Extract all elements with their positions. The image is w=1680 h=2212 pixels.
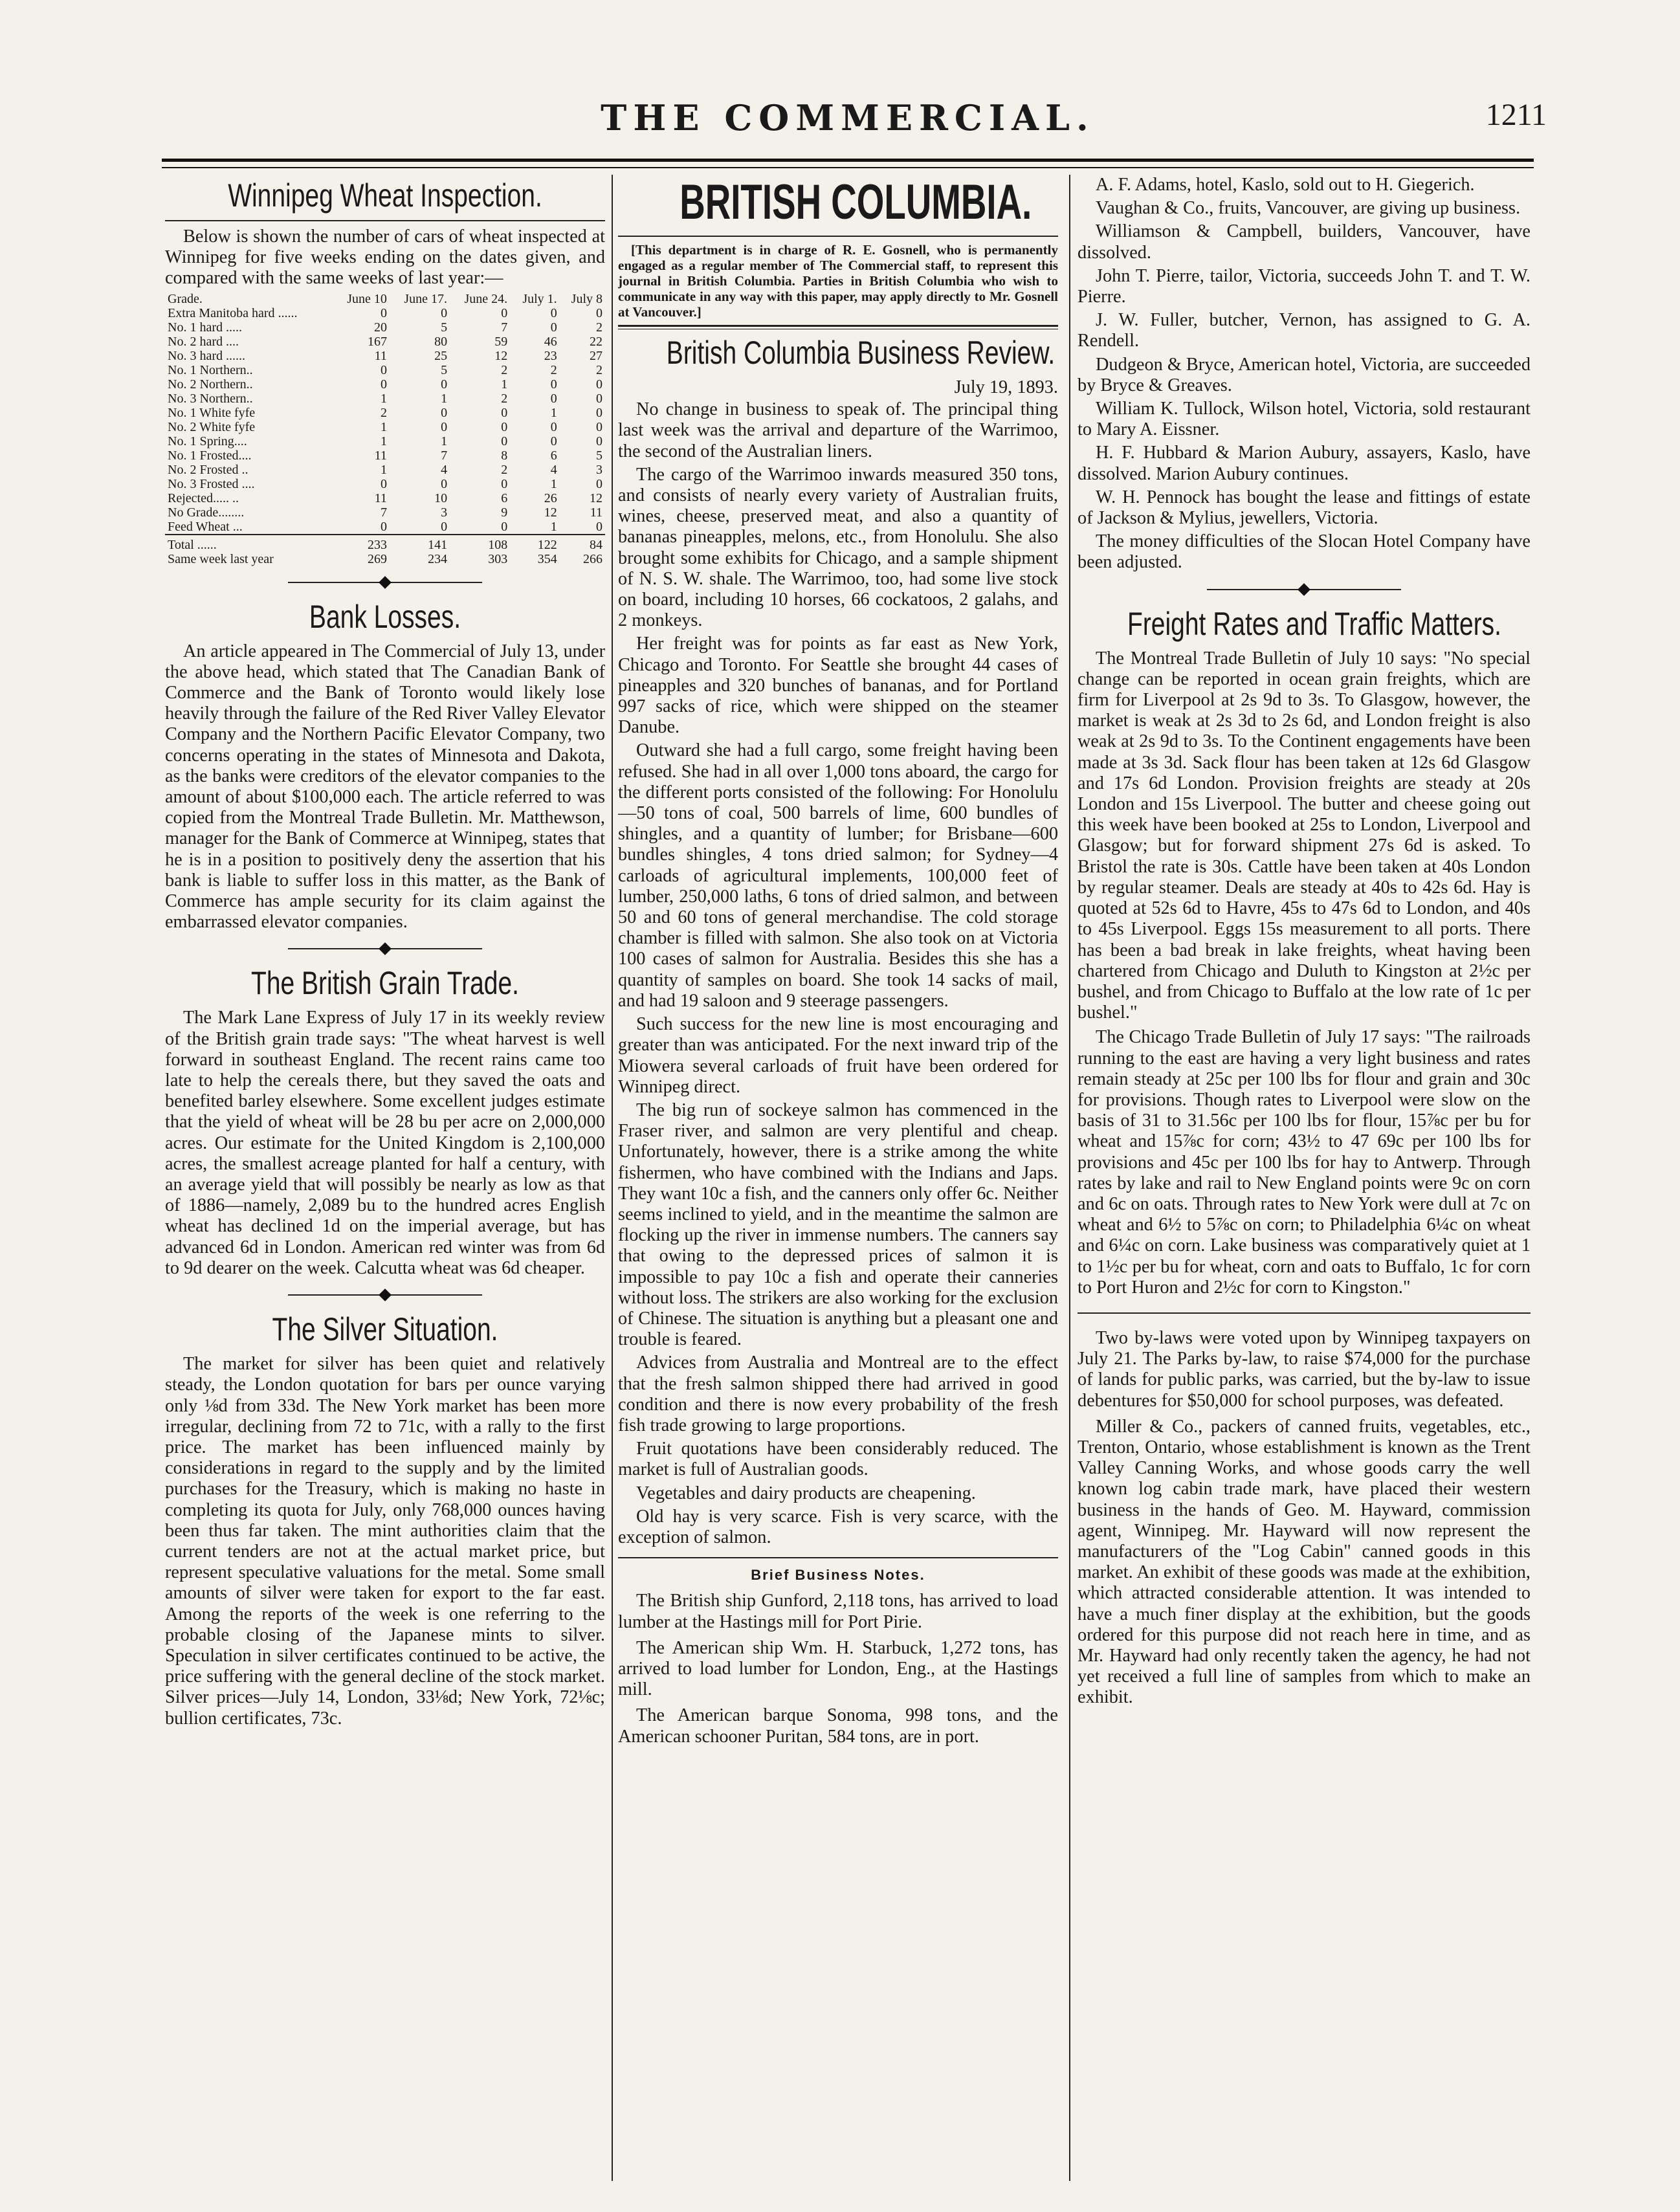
business-item: Williamson & Campbell, builders, Vancouver, have dissolved. — [1078, 221, 1531, 263]
wheat-cell: 0 — [380, 476, 387, 491]
wheat-column-header: July 8 — [571, 291, 602, 306]
wheat-row — [165, 477, 605, 491]
wheat-cell: 7 — [501, 320, 508, 335]
wheat-cell: 5 — [596, 448, 602, 463]
wheat-cell: 1 — [380, 462, 387, 477]
news-paragraph: Miller & Co., packers of canned fruits, vegetables, etc., Trenton, Ontario, whose establishment is known as the Trent Valley Canning Works, and whose goods carry the well known log cabin trade mark, have placed their western business in the hands of Geo. M. Hayward, commission agent, Winnipeg. Mr. Hayward will now represent the manufacturers of the "Log Cabin" canned goods in this market. An exhibit of these goods was made at the exhibition, which attracted considerable attention. It was intended to have a much finer display at the exhibition, but the goods ordered for this purpose did not reach here in time, and as Mr. Hayward had only recently taken the agency, he had not yet received a full line of samples from which to make an exhibit. — [1078, 1416, 1531, 1708]
wheat-cell: 0 — [380, 362, 387, 377]
wheat-cell: 2 — [596, 320, 602, 335]
wheat-cell: 9 — [501, 505, 508, 520]
wheat-cell: 303 — [488, 551, 508, 566]
wheat-cell: 46 — [544, 334, 557, 349]
wheat-cell: 1 — [550, 476, 557, 491]
wheat-cell: 0 — [441, 419, 448, 434]
wheat-cell: No. 2 hard .... — [168, 334, 239, 349]
wheat-row — [165, 377, 605, 392]
bc-review-heading: British Columbia Business Review. — [666, 335, 1056, 371]
business-note: The American barque Sonoma, 998 tons, and the American schooner Puritan, 584 tons, are in port. — [618, 1705, 1058, 1747]
column-divider — [612, 175, 613, 2181]
wheat-cell: 80 — [434, 334, 448, 349]
wheat-cell: 233 — [333, 535, 390, 552]
section-ornament — [288, 1288, 482, 1302]
wheat-cell: 59 — [494, 334, 508, 349]
brief-notes-heading: Brief Business Notes. — [751, 1567, 925, 1584]
news-paragraph: Two by-laws were voted upon by Winnipeg taxpayers on July 21. The Parks by-law, to raise $74,000 for the purchase of lands for public parks, was carried, but the by-law to issue debentures for $50,000 for school purposes, was defeated. — [1078, 1327, 1531, 1411]
wheat-column-header: June 24. — [464, 291, 508, 306]
masthead — [149, 97, 1547, 149]
wheat-cell: 26 — [544, 491, 557, 505]
column-divider — [1069, 175, 1070, 2181]
wheat-cell: 0 — [441, 476, 448, 491]
wheat-cell: 7 — [441, 448, 448, 463]
wheat-cell: 12 — [544, 505, 557, 520]
wheat-cell: 4 — [441, 462, 448, 477]
wheat-cell: 0 — [550, 434, 557, 448]
wheat-cell: No. 3 Frosted .... — [168, 476, 255, 491]
section-ornament — [288, 575, 482, 590]
divider — [1078, 1312, 1531, 1314]
wheat-cell: No. 2 White fyfe — [168, 419, 256, 434]
wheat-row — [165, 320, 605, 335]
wheat-cell: 2 — [501, 391, 508, 406]
column-2 — [618, 175, 1058, 2187]
wheat-cell: 0 — [501, 419, 508, 434]
article-paragraph: Vegetables and dairy products are cheapening. — [636, 1483, 976, 1503]
article-paragraph: Her freight was for points as far east as New York, Chicago and Toronto. For Seattle she brought 44 cases of pineapples and 320 bunches of bananas, and for Portland 997 sacks of rice, which were shipped on the steamer Danube. — [618, 634, 1058, 738]
wheat-cell: No. 3 hard ...... — [168, 348, 245, 363]
business-item: John T. Pierre, tailor, Victoria, succeeds John T. and T. W. Pierre. — [1078, 265, 1531, 307]
newspaper-title: THE COMMERCIAL. — [601, 97, 1095, 138]
wheat-cell: 0 — [596, 305, 602, 320]
wheat-cell: 0 — [550, 305, 557, 320]
grain-body: The Mark Lane Express of July 17 in its weekly review of the British grain trade says: "The wheat harvest is well forward in southeast England. The recent rains came too late to help the cereals there, but they saved the oats and benefited barley elsewhere. Some excellent judges estimate that the yield of wheat will be 28 bu per acre on 2,000,000 acres. Our estimate for the United Kingdom is 2,100,000 acres, the smallest acreage planted for half a century, with an average yield that will possibly be nearly as low as that of 1886—namely, 2,089 bu to the hundred acres English wheat has declined 1d on the imperial average, but has advanced 6d in London. American red winter was from 6d to 9d dearer on the week. Calcutta wheat was 6d cheaper. — [165, 1008, 605, 1278]
wheat-cell: No. 1 hard ..... — [168, 320, 242, 335]
wheat-row — [165, 434, 605, 448]
wheat-cell: 1 — [550, 519, 557, 534]
wheat-cell: 11 — [374, 448, 387, 463]
dateline: July 19, 1893. — [954, 377, 1058, 397]
business-item: J. W. Fuller, butcher, Vernon, has assigned to G. A. Rendell. — [1078, 310, 1531, 351]
wheat-cell: 6 — [550, 448, 557, 463]
wheat-cell: 0 — [550, 419, 557, 434]
wheat-row — [165, 448, 605, 463]
silver-body: The market for silver has been quiet and relatively steady, the London quotation for bars per ounce varying only ⅛d from 33d. The New York market has been more irregular, declining from 72 to 71c, with a rally to the first price. The market has been influenced mainly by considerations in regard to the supply and by the limited purchases for the Treasury, which is making no haste in completing its quota for July, only 768,000 ounces having been thus far taken. The mint authorities claim that the current tenders are not at the actual market price, but represent speculative valuations for the metal. Some small amounts of silver were taken for export to the far east. Among the reports of the week is one referring to the probable closing of the Japanese mints to silver. Speculation in silver certificates continued to be active, the price suffering with the general decline of the stock market. Silver prices—July 14, London, 33⅛d; New York, 72⅛c; bullion certificates, 73c. — [165, 1354, 605, 1729]
wheat-cell: 2 — [596, 362, 602, 377]
wheat-cell: 23 — [544, 348, 557, 363]
wheat-cell: 0 — [550, 391, 557, 406]
wheat-cell: Total ...... — [165, 535, 333, 552]
divider — [618, 1557, 1058, 1558]
wheat-row — [165, 552, 605, 566]
freight-paragraph: The Chicago Trade Bulletin of July 17 says: "The railroads running to the east are having a very light business and rates remain steady at 25c per 100 lbs for flour and grain and 30c for provisions. Though rates to Liverpool were slow on the basis of 31 to 31.56c per 100 lbs for flour, 15⅞c per bu for wheat and 15⅞c for corn; 43½ to 47 69c per 100 lbs for provisions and 45c per 100 lbs for hay to Antwerp. Through rates by lake and rail to New England points were 9c on corn and 6c on oats. Through rates to New York were dull at 7c on wheat and 6½ to 5⅞c on corn; to Philadelphia 6¼c on wheat and 6¼c on corn. Lake business was comparatively quiet at 1 to 1½c per bu for wheat, corn and oats to Buffalo, 1c for corn to Port Huron and 2½c for corn to Kingston." — [1078, 1027, 1531, 1298]
business-item: H. F. Hubbard & Marion Aubury, assayers, Kaslo, have dissolved. Marion Aubury continues. — [1078, 443, 1531, 484]
wheat-cell: 0 — [596, 434, 602, 448]
bank-body: An article appeared in The Commercial of July 13, under the above head, which stated that The Canadian Bank of Commerce and the Bank of Toronto would likely lose heavily through the failure of the Red River Valley Elevator Company and the Northern Pacific Elevator Company, two concerns operating in the states of Minnesota and Dakota, as the banks were creditors of the elevator companies to the amount of about $100,000 each. The article referred to was copied from the Montreal Trade Bulletin. Mr. Matthewson, manager for the Bank of Commerce at Winnipeg, states that he is in a position to positively deny the assertion that his bank is liable to suffer loss in this matter, as the Bank of Commerce has ample security for its claim against the embarrassed elevator companies. — [165, 641, 605, 933]
business-note: The British ship Gunford, 2,118 tons, has arrived to load lumber at the Hastings mill for Port Pirie. — [618, 1591, 1058, 1632]
article-paragraph: Old hay is very scarce. Fish is very scarce, with the exception of salmon. — [618, 1506, 1058, 1547]
article-paragraph: No change in business to speak of. The principal thing last week was the arrival and departure of the Warrimoo, the second of the Australian liners. — [618, 399, 1058, 461]
wheat-cell: 167 — [367, 334, 387, 349]
column-1 — [165, 175, 605, 2187]
wheat-cell: 11 — [374, 348, 387, 363]
wheat-cell: 0 — [380, 305, 387, 320]
wheat-cell: 27 — [590, 348, 602, 363]
wheat-cell: 0 — [596, 419, 602, 434]
article-paragraph: Such success for the new line is most encouraging and greater than was anticipated. For the next inward trip of the Miowera several carloads of fruit have been ordered for Winnipeg direct. — [618, 1014, 1058, 1097]
wheat-cell: 1 — [501, 377, 508, 392]
section-ornament — [288, 942, 482, 956]
wheat-cell: No. 1 White fyfe — [168, 405, 256, 420]
wheat-row — [165, 535, 605, 552]
wheat-cell: 22 — [590, 334, 602, 349]
wheat-cell: 108 — [450, 535, 510, 552]
wheat-cell: 8 — [501, 448, 508, 463]
wheat-column-header: July 1. — [522, 291, 557, 306]
wheat-row — [165, 335, 605, 349]
wheat-cell: No. 2 Northern.. — [168, 377, 253, 392]
masthead-rule — [162, 159, 1534, 168]
wheat-cell: 0 — [441, 405, 448, 420]
wheat-cell: 122 — [510, 535, 560, 552]
wheat-intro: Below is shown the number of cars of wheat inspected at Winnipeg for five weeks ending on the dates given, and compared with the same weeks of last year:— — [165, 227, 605, 289]
article-paragraph: The big run of sockeye salmon has commenced in the Fraser river, and salmon are very plentiful and cheap. Unfortunately, however, there is a strike among the white fishermen, who have combined with the Indians and Japs. They want 10c a fish, and the canners only offer 6c. Neither seems inclined to yield, and in the meantime the salmon are flocking up the river in immense numbers. The canners say that owing to the depressed prices of salmon it is impossible to pay 10c a fish and operate their canneries without loss. The strikers are also working for the exclusion of Chinese. The situation is anything but a pleasant one and trouble is feared. — [618, 1100, 1058, 1350]
freight-heading: Freight Rates and Traffic Matters. — [1127, 605, 1502, 642]
wheat-cell: 0 — [441, 519, 448, 534]
wheat-cell: 0 — [441, 377, 448, 392]
wheat-row — [165, 363, 605, 377]
wheat-cell: 0 — [501, 519, 508, 534]
wheat-cell: Rejected..... .. — [168, 491, 239, 505]
divider — [165, 220, 605, 221]
wheat-row — [165, 420, 605, 434]
wheat-cell: 2 — [380, 405, 387, 420]
wheat-cell: No. 2 Frosted .. — [168, 462, 249, 477]
page-number: 1211 — [1485, 98, 1547, 132]
article-paragraph: Fruit quotations have been considerably reduced. The market is full of Australian goods. — [618, 1439, 1058, 1480]
article-paragraph: The cargo of the Warrimoo inwards measured 350 tons, and consists of nearly every variety of Australian fruits, wines, cheese, preserved meat, and also a quantity of bananas pineapples, melons, etc., from Honolulu. She also brought some exhibits for Chicago, and a sample shipment of N. S. W. shale. The Warrimoo, too, had some live stock on board, including 10 horses, 66 cockatoos, 2 galahs, and 2 monkeys. — [618, 464, 1058, 631]
wheat-cell: Feed Wheat ... — [168, 519, 243, 534]
wheat-cell: 3 — [596, 462, 602, 477]
wheat-cell: 6 — [501, 491, 508, 505]
wheat-row — [165, 491, 605, 505]
wheat-cell: Same week last year — [168, 551, 274, 566]
wheat-cell: 2 — [501, 462, 508, 477]
business-item: Vaughan & Co., fruits, Vancouver, are giving up business. — [1096, 198, 1521, 219]
wheat-cell: 25 — [434, 348, 448, 363]
wheat-cell: 10 — [434, 491, 448, 505]
wheat-heading: Winnipeg Wheat Inspection. — [228, 177, 542, 214]
wheat-cell: 0 — [550, 377, 557, 392]
wheat-cell: 266 — [583, 551, 602, 566]
wheat-cell: 0 — [380, 377, 387, 392]
wheat-cell: 1 — [550, 405, 557, 420]
wheat-cell: 20 — [373, 320, 387, 335]
wheat-cell: 0 — [501, 305, 508, 320]
wheat-cell: 1 — [380, 434, 387, 448]
wheat-cell: 2 — [501, 362, 508, 377]
business-item: The money difficulties of the Slocan Hotel Company have been adjusted. — [1078, 531, 1531, 573]
wheat-cell: 0 — [596, 391, 602, 406]
wheat-cell: 0 — [596, 405, 602, 420]
wheat-cell: 0 — [441, 305, 448, 320]
wheat-cell: 2 — [550, 362, 557, 377]
wheat-cell: 354 — [537, 551, 557, 566]
wheat-cell: 1 — [441, 391, 448, 406]
wheat-column-header: June 17. — [404, 291, 448, 306]
wheat-cell: 0 — [550, 320, 557, 335]
divider — [618, 236, 1058, 237]
business-item: A. F. Adams, hotel, Kaslo, sold out to H. Giegerich. — [1096, 175, 1475, 195]
wheat-column-header: Grade. — [168, 291, 203, 306]
wheat-cell: 11 — [590, 505, 602, 520]
wheat-cell: 7 — [380, 505, 387, 520]
wheat-cell: No. 1 Spring.... — [168, 434, 247, 448]
business-item: William K. Tullock, Wilson hotel, Victoria, sold restaurant to Mary A. Eissner. — [1078, 399, 1531, 440]
wheat-table — [165, 292, 605, 566]
wheat-cell: 1 — [441, 434, 448, 448]
wheat-cell: 3 — [441, 505, 448, 520]
wheat-row — [165, 505, 605, 520]
wheat-cell: 141 — [390, 535, 450, 552]
wheat-cell: 5 — [441, 320, 448, 335]
wheat-cell: 0 — [501, 405, 508, 420]
wheat-cell: 0 — [596, 476, 602, 491]
section-ornament — [1207, 582, 1401, 597]
wheat-cell: 0 — [596, 377, 602, 392]
wheat-cell: 269 — [367, 551, 387, 566]
wheat-row — [165, 406, 605, 420]
wheat-cell: 11 — [374, 491, 387, 505]
bank-heading: Bank Losses. — [309, 598, 461, 635]
wheat-cell: 12 — [590, 491, 602, 505]
wheat-cell: 1 — [380, 391, 387, 406]
wheat-cell: 0 — [501, 476, 508, 491]
wheat-row — [165, 463, 605, 477]
wheat-cell: 0 — [380, 519, 387, 534]
wheat-cell: 5 — [441, 362, 448, 377]
wheat-cell: No. 1 Northern.. — [168, 362, 253, 377]
business-item: W. H. Pennock has bought the lease and fittings of estate of Jackson & Mylius, jewellers, Victoria. — [1078, 487, 1531, 529]
wheat-cell: No Grade........ — [168, 505, 245, 520]
wheat-row — [165, 392, 605, 406]
business-item: Dudgeon & Bryce, American hotel, Victoria, are succeeded by Bryce & Greaves. — [1078, 354, 1531, 395]
british-columbia-heading: BRITISH COLUMBIA. — [680, 175, 1032, 230]
wheat-cell: 0 — [596, 519, 602, 534]
column-3 — [1078, 175, 1531, 2187]
wheat-row — [165, 520, 605, 535]
silver-heading: The Silver Situation. — [272, 1311, 498, 1348]
wheat-row — [165, 306, 605, 320]
wheat-cell: 84 — [560, 535, 605, 552]
wheat-column-header: June 10 — [347, 291, 387, 306]
grain-heading: The British Grain Trade. — [250, 965, 519, 1002]
wheat-cell: 1 — [380, 419, 387, 434]
wheat-cell: 0 — [501, 434, 508, 448]
wheat-row — [165, 349, 605, 363]
department-notice: [This department is in charge of R. E. Gosnell, who is permanently engaged as a regular member of The Commercial staff, to represent this journal in British Columbia. Parties in British Columbia who wish to communicate in any way with this paper, may apply directly to Mr. Gosnell at Vancouver.] — [618, 242, 1058, 320]
wheat-cell: 234 — [428, 551, 448, 566]
article-paragraph: Outward she had a full cargo, some freight having been refused. She had in all over 1,000 tons aboard, the cargo for the different ports consisted of the following: For Honolulu—50 tons of coal, 500 barrels of lime, 600 bundles of shingles, and a quantity of lumber; for Brisbane—600 bundles shingles, 4 tons dried salmon; for Sydney—4 carloads of agricultural implements, 100,000 feet of lumber, 250,000 laths, 6 tons of dried salmon, and between 50 and 60 tons of general merchandise. The cold storage chamber is filled with salmon. She also took on at Victoria 100 cases of salmon for Australia. Besides this she has a quantity of samples on board. She took 14 sacks of mail, and had 19 saloon and 9 steerage passengers. — [618, 740, 1058, 1011]
freight-paragraph: The Montreal Trade Bulletin of July 10 says: "No special change can be reported in ocean grain freights, which are firm for Liverpool at 2s 9d to 3s. To Glasgow, however, the market is weak at 2s 3d to 2s 6d, and London freight is also weak at 2s 9d to 3s. To the Continent engagements have been made at 3s 3d. Sack flour has been taken at 12s 6d Glasgow and 17s 6d London. Provision freights are steady at 20s London and 15s Liverpool. The butter and cheese going out this week have been booked at 25s to London, Liverpool and Glasgow; but for forward shipment 27s 6d is asked. To Bristol the rate is 30s. Cattle have been taken at 40s London by regular steamer. Deals are steady at 40s to 42s 6d. Hay is quoted at 52s 6d to Havre, 45s to 47s 6d to London, and 40s to 45s Liverpool. Eggs 15s measurement to all ports. There has been a bad break in lake freights, wheat having been chartered from Chicago and Duluth to Kingston at 2½c per bushel, and from Chicago to Buffalo at the low rate of 1c per bushel." — [1078, 648, 1531, 1023]
wheat-cell: No. 1 Frosted.... — [168, 448, 252, 463]
business-note: The American ship Wm. H. Starbuck, 1,272 tons, has arrived to load lumber for London, Eng., at the Hastings mill. — [618, 1637, 1058, 1700]
wheat-cell: No. 3 Northern.. — [168, 391, 253, 406]
divider — [618, 325, 1058, 329]
article-paragraph: Advices from Australia and Montreal are to the effect that the fresh salmon shipped there had arrived in good condition and there is now every probability of the fresh fish trade growing to large proportions. — [618, 1353, 1058, 1435]
wheat-cell: 12 — [494, 348, 508, 363]
wheat-cell: Extra Manitoba hard ...... — [168, 305, 298, 320]
wheat-cell: 4 — [550, 462, 557, 477]
